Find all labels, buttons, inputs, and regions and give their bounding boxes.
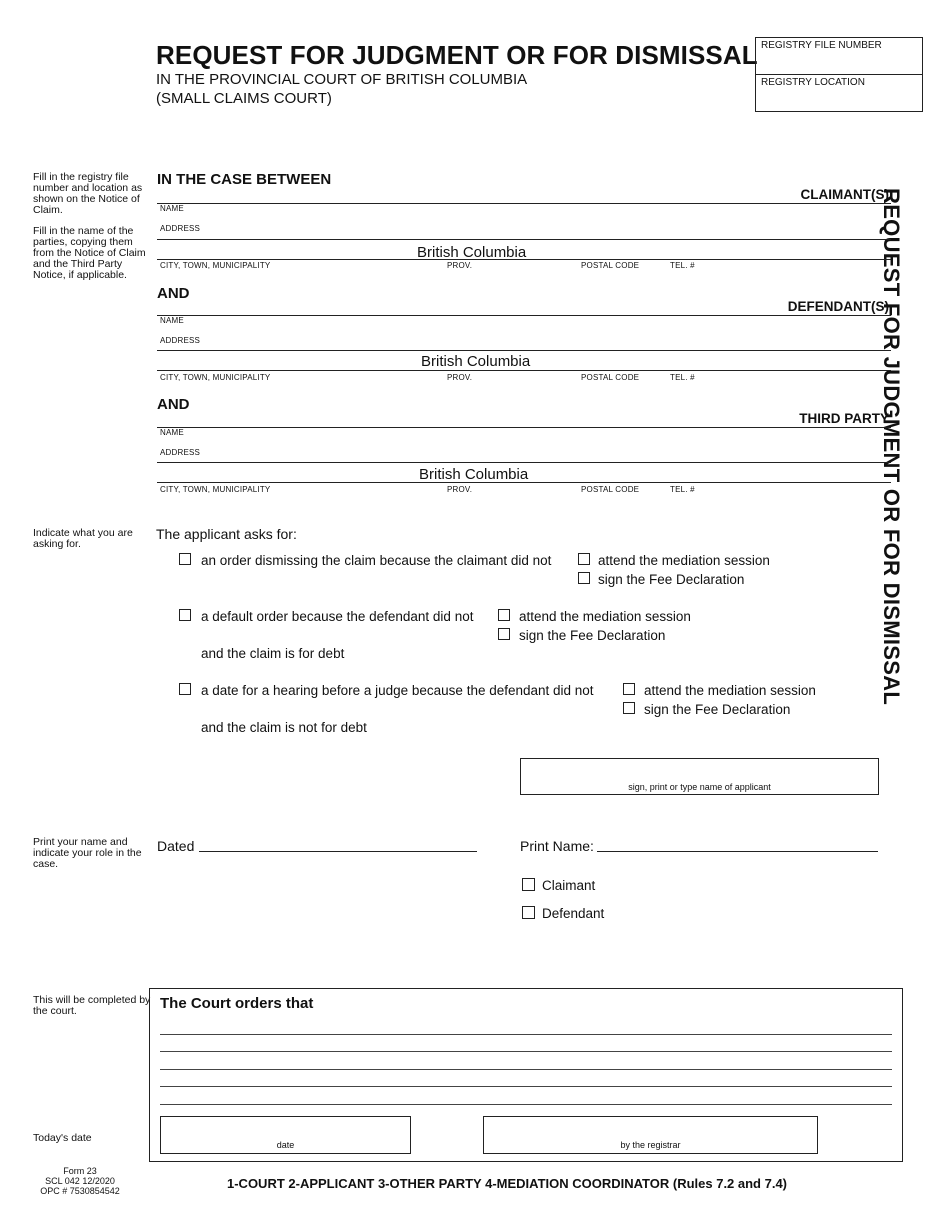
defendant-prov-label: PROV. (447, 373, 473, 382)
defendant-name-label: NAME (160, 316, 184, 325)
third-party-address-field[interactable] (157, 462, 891, 463)
registry-box (755, 37, 923, 112)
form-number: Form 23 (63, 1166, 97, 1176)
option-hearing-attend-checkbox[interactable] (623, 683, 635, 695)
court-date-box (160, 1116, 411, 1154)
option-dismiss-label: an order dismissing the claim because the claimant did not (201, 553, 552, 568)
claimant-name-field[interactable] (157, 203, 891, 204)
claimant-role: CLAIMANT(S) (800, 187, 889, 202)
third-party-province-value: British Columbia (419, 466, 529, 483)
court-orders-box (149, 988, 903, 1162)
third-party-city-label: CITY, TOWN, MUNICIPALITY (160, 485, 271, 494)
third-party-tel-label: TEL. # (670, 485, 695, 494)
note-parties: Fill in the name of the parties, copying them from the Notice of Claim and the Third Party Notice, if applicable. (33, 225, 146, 281)
registry-location-field[interactable] (756, 74, 922, 110)
third-party-role: THIRD PARTY (799, 411, 889, 426)
option-dismiss-attend-label: attend the mediation session (598, 553, 770, 568)
option-dismiss-fee-label: sign the Fee Declaration (598, 572, 745, 587)
defendant-address-label: ADDRESS (160, 336, 201, 345)
claimant-address-field[interactable] (157, 239, 891, 240)
option-dismiss-fee-checkbox[interactable] (578, 572, 590, 584)
registry-file-number-label: REGISTRY FILE NUMBER (761, 40, 882, 51)
registrar-caption: by the registrar (620, 1140, 681, 1150)
applicant-signature-box[interactable] (520, 758, 879, 795)
court-order-line (160, 1051, 892, 1052)
third-party-prov-label: PROV. (447, 485, 473, 494)
note-court: This will be completed by the court. (33, 994, 151, 1017)
claimant-prov-label: PROV. (447, 261, 473, 270)
role-defendant-checkbox[interactable] (522, 906, 535, 919)
option-default-fee-checkbox[interactable] (498, 628, 510, 640)
defendant-postal-label: POSTAL CODE (581, 373, 640, 382)
and-heading-2: AND (157, 396, 190, 413)
option-hearing-note: and the claim is not for debt (201, 720, 367, 735)
court-date-caption: date (276, 1140, 295, 1150)
form-identifier (30, 1166, 130, 1196)
court-orders-heading: The Court orders that (160, 995, 314, 1012)
third-party-name-field[interactable] (157, 427, 891, 428)
note-asking: Indicate what you are asking for. (33, 527, 133, 550)
option-hearing-attend-label: attend the mediation session (644, 683, 816, 698)
court-name: IN THE PROVINCIAL COURT OF BRITISH COLUMBIA (156, 71, 528, 88)
option-hearing-checkbox[interactable] (179, 683, 191, 695)
court-division: (SMALL CLAIMS COURT) (156, 90, 332, 107)
option-default-fee-label: sign the Fee Declaration (519, 628, 666, 643)
distribution-footer: 1-COURT 2-APPLICANT 3-OTHER PARTY 4-MEDIATION COORDINATOR (Rules 7.2 and 7.4) (227, 1176, 788, 1191)
third-party-postal-label: POSTAL CODE (581, 485, 640, 494)
case-between-heading: IN THE CASE BETWEEN (157, 171, 332, 188)
applicant-signature-caption: sign, print or type name of applicant (628, 782, 771, 792)
page-title: REQUEST FOR JUDGMENT OR FOR DISMISSAL (156, 40, 758, 70)
role-defendant-label: Defendant (542, 906, 605, 921)
court-order-line (160, 1104, 892, 1105)
option-default-note: and the claim is for debt (201, 646, 345, 661)
vertical-title: REQUEST FOR JUDGMENT OR FOR DISMISSAL (879, 188, 904, 706)
registrar-box (483, 1116, 818, 1154)
third-party-name-label: NAME (160, 428, 184, 437)
claimant-tel-label: TEL. # (670, 261, 695, 270)
defendant-city-label: CITY, TOWN, MUNICIPALITY (160, 373, 271, 382)
print-name-label: Print Name: (520, 838, 594, 854)
claimant-address-label: ADDRESS (160, 224, 201, 233)
defendant-address-field[interactable] (157, 350, 891, 351)
court-order-line (160, 1069, 892, 1070)
and-heading-1: AND (157, 285, 190, 302)
registry-location-label: REGISTRY LOCATION (761, 77, 865, 88)
registry-file-number-field[interactable] (756, 38, 922, 74)
claimant-city-label: CITY, TOWN, MUNICIPALITY (160, 261, 271, 270)
defendant-role: DEFENDANT(S) (787, 299, 889, 314)
court-order-line (160, 1086, 892, 1087)
applicant-asks-intro: The applicant asks for: (156, 526, 297, 542)
option-default-attend-checkbox[interactable] (498, 609, 510, 621)
option-default-label: a default order because the defendant did not (201, 609, 474, 624)
claimant-province-value: British Columbia (417, 244, 527, 261)
court-order-line (160, 1034, 892, 1035)
option-dismiss-attend-checkbox[interactable] (578, 553, 590, 565)
claimant-postal-label: POSTAL CODE (581, 261, 640, 270)
claimant-city-field[interactable] (157, 259, 891, 260)
defendant-city-field[interactable] (157, 370, 891, 371)
dated-label: Dated (157, 838, 195, 854)
note-today: Today's date (33, 1132, 92, 1144)
third-party-city-field[interactable] (157, 482, 891, 483)
defendant-province-value: British Columbia (421, 353, 531, 370)
form-opc: OPC # 7530854542 (40, 1186, 120, 1196)
dated-field[interactable] (199, 851, 477, 852)
third-party-address-label: ADDRESS (160, 448, 201, 457)
option-dismiss-checkbox[interactable] (179, 553, 191, 565)
note-registry: Fill in the registry file number and location as shown on the Notice of Claim. (33, 171, 143, 216)
print-name-field[interactable] (597, 851, 878, 852)
role-claimant-label: Claimant (542, 878, 596, 893)
option-hearing-label: a date for a hearing before a judge because the defendant did not (201, 683, 594, 698)
option-hearing-fee-label: sign the Fee Declaration (644, 702, 791, 717)
defendant-name-field[interactable] (157, 315, 891, 316)
option-hearing-fee-checkbox[interactable] (623, 702, 635, 714)
form-code: SCL 042 12/2020 (45, 1176, 115, 1186)
note-role: Print your name and indicate your role in the case. (33, 836, 142, 870)
defendant-tel-label: TEL. # (670, 373, 695, 382)
claimant-name-label: NAME (160, 204, 184, 213)
option-default-attend-label: attend the mediation session (519, 609, 691, 624)
role-claimant-checkbox[interactable] (522, 878, 535, 891)
option-default-checkbox[interactable] (179, 609, 191, 621)
